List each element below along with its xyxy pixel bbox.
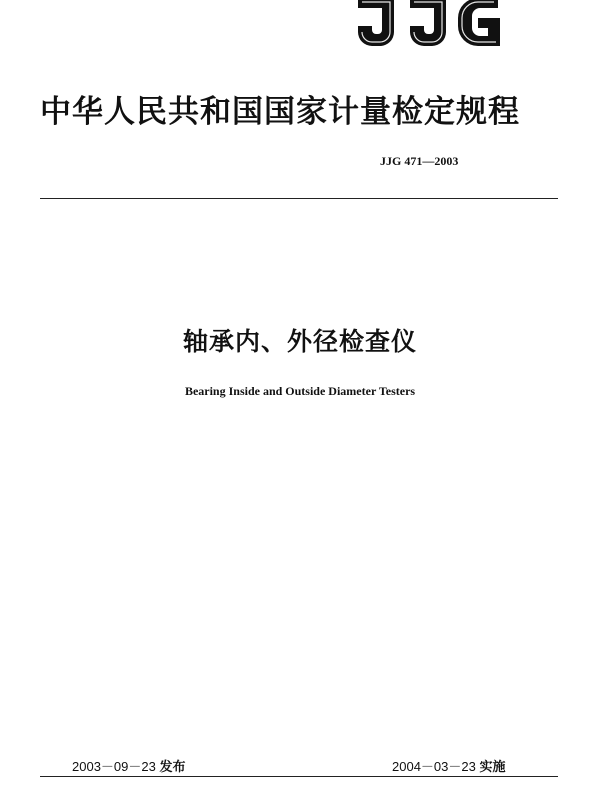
issue-date: 2003－09－23 bbox=[72, 759, 156, 774]
standard-number: JJG 471—2003 bbox=[380, 154, 459, 168]
regulation-series-title: 中华人民共和国国家计量检定规程 bbox=[40, 94, 520, 130]
bottom-divider bbox=[40, 776, 558, 777]
issue-date-line bbox=[72, 756, 185, 775]
implementation-label: 实施 bbox=[479, 760, 506, 775]
document-title-en: Bearing Inside and Outside Diameter Testers bbox=[184, 384, 416, 398]
document-title-cn: 轴承内、外径检查仪 bbox=[182, 327, 417, 356]
jjg-logo bbox=[348, 0, 528, 52]
top-divider bbox=[40, 198, 558, 199]
issue-label: 发布 bbox=[159, 760, 186, 775]
implementation-date-line bbox=[392, 756, 505, 775]
implementation-date: 2004－03－23 bbox=[392, 759, 476, 774]
